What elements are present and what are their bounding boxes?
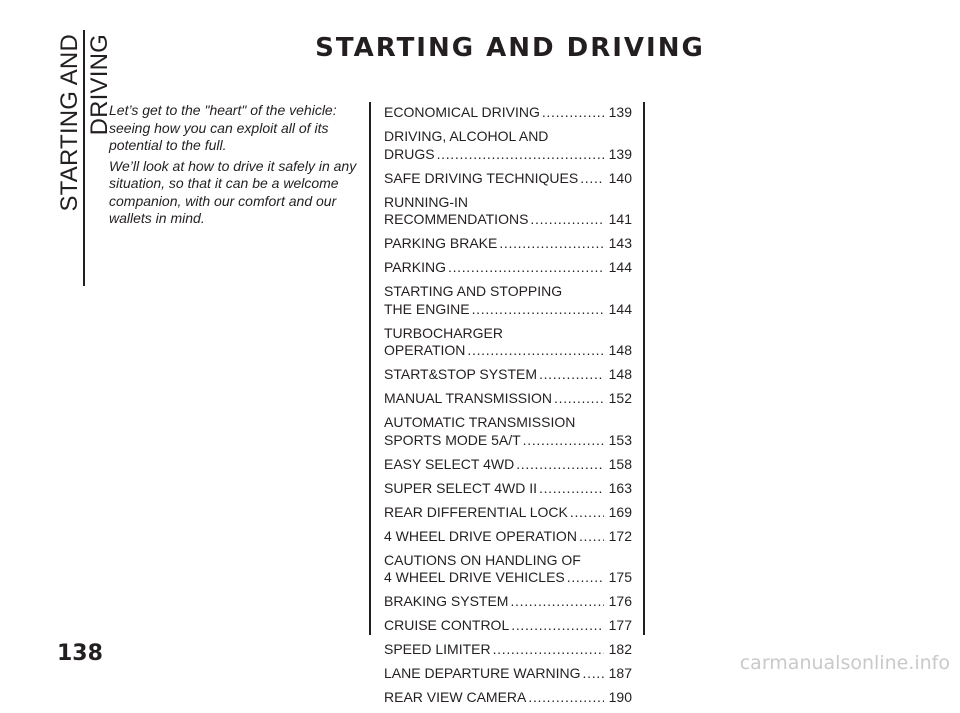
intro-text [109,102,361,231]
toc-entry[interactable] [384,552,632,587]
toc-leader-dots [510,593,604,611]
toc-page-number: 190 [608,689,632,705]
toc-leader-dots [499,235,604,253]
toc-leader-dots [511,617,604,635]
toc-entry-title: START&STOP SYSTEM [384,366,538,382]
toc-entry-line [384,504,632,522]
toc-entry[interactable] [384,235,632,253]
toc-page-number: 153 [608,431,632,448]
toc-entry-title: PARKING [384,259,446,275]
toc-entry-line [384,301,632,319]
toc-leader-dots [472,301,604,319]
toc-page-number: 172 [608,527,632,544]
toc-entry[interactable] [384,617,632,635]
toc-entry-title: 4 WHEEL DRIVE OPERATION [384,527,577,544]
toc-entry-line [384,689,632,707]
toc-page-number: 144 [608,300,632,317]
toc-entry-line [384,569,632,587]
toc-page-number: 140 [608,169,632,186]
toc-entry-line [384,641,632,659]
toc-page-number: 176 [608,593,632,609]
toc-leader-dots [528,689,604,707]
toc-leader-dots [516,456,604,474]
watermark-text: carmanualsonline.info [739,652,950,674]
page-number: 138 [57,641,103,666]
toc-entry-line [384,325,632,343]
toc-leader-dots [523,432,604,450]
toc-entry[interactable] [384,504,632,522]
toc-entry-line [384,104,632,122]
toc-page-number: 158 [608,455,632,472]
toc-entry[interactable] [384,390,632,408]
toc-page-number: 152 [608,390,632,406]
toc-page-number: 139 [608,104,632,120]
toc-entry[interactable] [384,325,632,360]
toc-entry[interactable] [384,480,632,498]
toc-entry[interactable] [384,104,632,122]
toc-entry[interactable] [384,414,632,449]
toc-entry-line [384,414,632,432]
toc-entry-line [384,170,632,188]
column-divider-right [643,102,645,635]
toc-entry-title: BRAKING SYSTEM [384,593,509,609]
section-side-tab [55,30,113,286]
toc-entry-title: TURBOCHARGER [384,324,504,341]
toc-leader-dots [579,528,604,546]
column-divider-left [369,102,371,635]
table-of-contents [384,104,632,713]
toc-entry[interactable] [384,170,632,188]
toc-entry-line [384,528,632,546]
toc-entry-line [384,342,632,360]
toc-leader-dots [493,641,604,659]
toc-entry-title: CRUISE CONTROL [384,617,510,633]
toc-page-number: 141 [608,211,632,227]
toc-entry[interactable] [384,665,632,683]
toc-entry-title: LANE DEPARTURE WARNING [384,665,581,681]
toc-leader-dots [530,211,604,229]
toc-entry-title: SPORTS MODE 5A/T [384,431,521,448]
toc-page-number: 148 [608,342,632,358]
toc-entry-line [384,432,632,450]
toc-entry-title: DRIVING, ALCOHOL AND [384,128,549,144]
toc-entry-line [384,390,632,408]
toc-entry-line [384,456,632,474]
toc-entry[interactable] [384,456,632,474]
toc-leader-dots [448,259,604,277]
toc-entry-line [384,480,632,498]
toc-entry[interactable] [384,641,632,659]
toc-entry-line [384,194,632,212]
toc-leader-dots [437,146,604,164]
intro-paragraph: We’ll look at how to drive it safely in any situation, so that it can be a welcome companion, with our comfort and our wallets in mind. [109,157,357,226]
toc-entry-title: REAR DIFFERENTIAL LOCK [384,503,568,520]
toc-leader-dots [583,665,604,683]
toc-entry-line [384,593,632,611]
toc-entry-line [384,283,632,301]
toc-entry-title: OPERATION [384,342,466,358]
toc-page-number: 163 [608,479,632,496]
toc-page-number: 187 [608,665,632,681]
toc-entry[interactable] [384,259,632,277]
toc-entry[interactable] [384,593,632,611]
toc-entry[interactable] [384,283,632,318]
toc-entry-title: CAUTIONS ON HANDLING OF [384,551,581,568]
toc-page-number: 139 [608,145,632,162]
toc-entry-line [384,366,632,384]
toc-entry[interactable] [384,689,632,707]
toc-leader-dots [554,390,604,408]
toc-entry-title: SAFE DRIVING TECHNIQUES [384,169,579,186]
toc-entry-title: EASY SELECT 4WD [384,455,515,472]
toc-entry-title: 4 WHEEL DRIVE VEHICLES [384,569,565,585]
toc-entry[interactable] [384,366,632,384]
side-tab-rule [83,30,85,286]
toc-entry[interactable] [384,128,632,163]
toc-page-number: 148 [608,366,632,382]
toc-entry-line [384,146,632,164]
toc-leader-dots [542,104,604,122]
toc-entry-title: STARTING AND STOPPING [384,283,563,299]
toc-entry-line [384,259,632,277]
toc-leader-dots [570,504,604,522]
toc-leader-dots [467,342,604,360]
intro-paragraph: Let’s get to the "heart" of the vehicle: seeing how you can exploit all of its potential to the full. [109,102,337,153]
toc-entry-line [384,235,632,253]
toc-leader-dots [567,569,604,587]
toc-page-number: 144 [608,259,632,275]
toc-page-number: 177 [608,617,632,633]
toc-entry-title: THE ENGINE [384,300,470,317]
side-tab-label: STARTING AND DRIVING [56,34,113,212]
toc-leader-dots [539,366,604,384]
toc-entry-title: RECOMMENDATIONS [384,211,529,227]
toc-entry-line [384,128,632,146]
toc-page-number: 182 [608,641,632,657]
toc-page-number: 175 [608,569,632,585]
toc-entry-title: MANUAL TRANSMISSION [384,390,553,406]
toc-page-number: 143 [608,235,632,251]
toc-entry-title: SPEED LIMITER [384,641,491,657]
toc-entry-title: REAR VIEW CAMERA [384,689,527,705]
toc-entry[interactable] [384,528,632,546]
toc-entry-line [384,665,632,683]
toc-leader-dots [539,480,604,498]
toc-entry-line [384,617,632,635]
toc-leader-dots [580,170,604,188]
toc-entry-title: DRUGS [384,145,435,162]
page-title: STARTING AND DRIVING [315,33,705,63]
toc-entry-title: SUPER SELECT 4WD II [384,479,538,496]
toc-entry[interactable] [384,194,632,229]
toc-page-number: 169 [608,503,632,520]
toc-entry-line [384,552,632,570]
toc-entry-title: AUTOMATIC TRANSMISSION [384,414,576,430]
toc-entry-line [384,211,632,229]
toc-entry-title: PARKING BRAKE [384,235,498,251]
toc-entry-title: ECONOMICAL DRIVING [384,104,540,120]
toc-entry-title: RUNNING-IN [384,193,468,210]
